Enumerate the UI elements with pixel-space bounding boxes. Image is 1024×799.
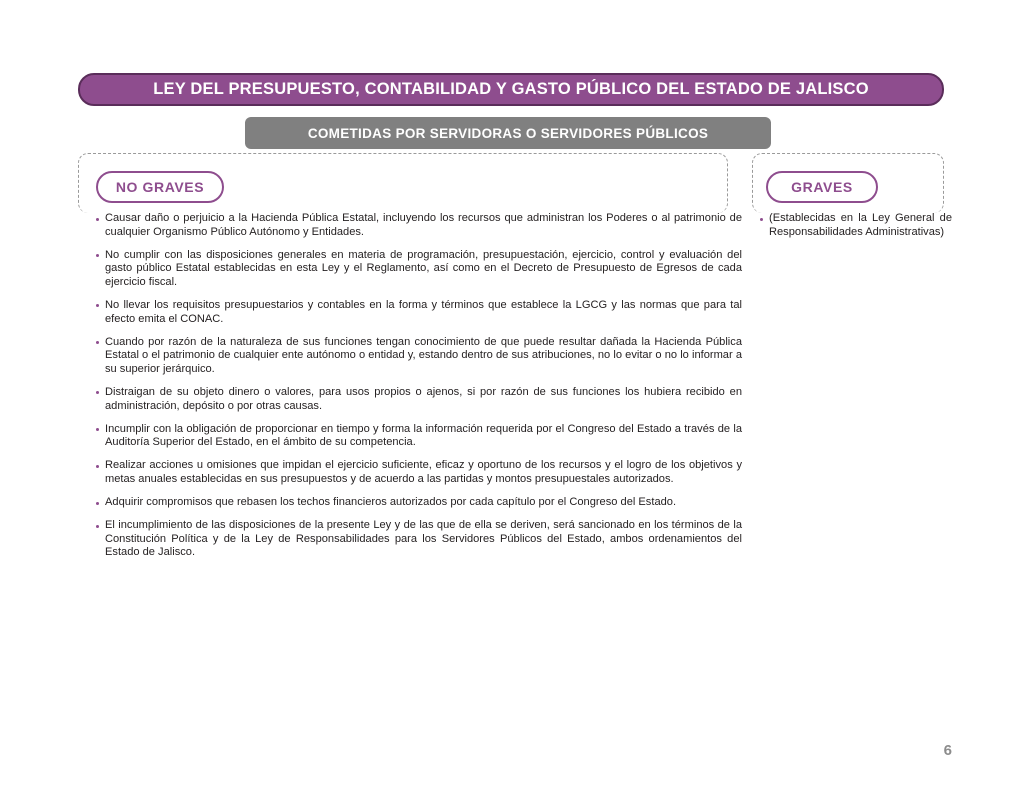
list-item: (Establecidas en la Ley General de Responsabilidades Administrativas) [760,212,952,239]
page-title: LEY DEL PRESUPUESTO, CONTABILIDAD Y GASTO PÚBLICO DEL ESTADO DE JALISCO [153,80,869,98]
list-item: Adquirir compromisos que rebasen los techos financieros autorizados por cada capítulo por el Congreso del Estado. [96,496,742,510]
page-subtitle: COMETIDAS POR SERVIDORAS O SERVIDORES PÚBLICOS [307,125,709,141]
list-item: Distraigan de su objeto dinero o valores, para usos propios o ajenos, si por razón de sus funciones los hubiera recibido en administración, depósito o por otras causas. [96,386,742,413]
section-content-no-graves [96,212,742,569]
list-item: No cumplir con las disposiciones generales en materia de programación, presupuestación, ejercicio, control y evaluación del gasto público Estatal establecidas en esta Ley y el Reglamento, así como en el Decreto de Presupuesto de Egresos de cada ejercicio fiscal. [96,249,742,290]
document-subtitle-banner [245,117,771,149]
graves-list [760,212,952,239]
section-label-no-graves: NO GRAVES [96,171,224,203]
list-item: Incumplir con la obligación de proporcionar en tiempo y forma la información requerida por el Congreso del Estado a través de la Auditoría Superior del Estado, en el ámbito de su competencia. [96,423,742,450]
section-content-graves [760,212,952,245]
list-item: Cuando por razón de la naturaleza de sus funciones tengan conocimiento de que puede resultar dañada la Hacienda Pública Estatal o el patrimonio de cualquier ente autónomo o entidad y, estando dentro de sus atribuciones, no lo evitar o no lo informar a su superior jerárquico. [96,336,742,377]
list-item: No llevar los requisitos presupuestarios y contables en la forma y términos que establece la LGCG y las normas que para tal efecto emita el CONAC. [96,299,742,326]
document-title-banner [78,73,944,106]
section-label-graves: GRAVES [766,171,878,203]
no-graves-list [96,212,742,560]
list-item: Causar daño o perjuicio a la Hacienda Pública Estatal, incluyendo los recursos que administran los Poderes o al patrimonio de cualquier Organismo Público Autónomo y Entidades. [96,212,742,239]
list-item: Realizar acciones u omisiones que impidan el ejercicio suficiente, eficaz y oportuno de los recursos y el logro de los objetivos y metas anuales establecidas en sus presupuestos y de acuerdo a las partidas y montos presupuestales autorizados. [96,459,742,486]
page-number: 6 [943,742,952,759]
list-item: El incumplimiento de las disposiciones de la presente Ley y de las que de ella se deriven, será sancionado en los términos de la Constitución Política y de la Ley de Responsabilidades para los Servidores Públicos del Estado, ambos ordenamientos del Estado de Jalisco. [96,519,742,560]
